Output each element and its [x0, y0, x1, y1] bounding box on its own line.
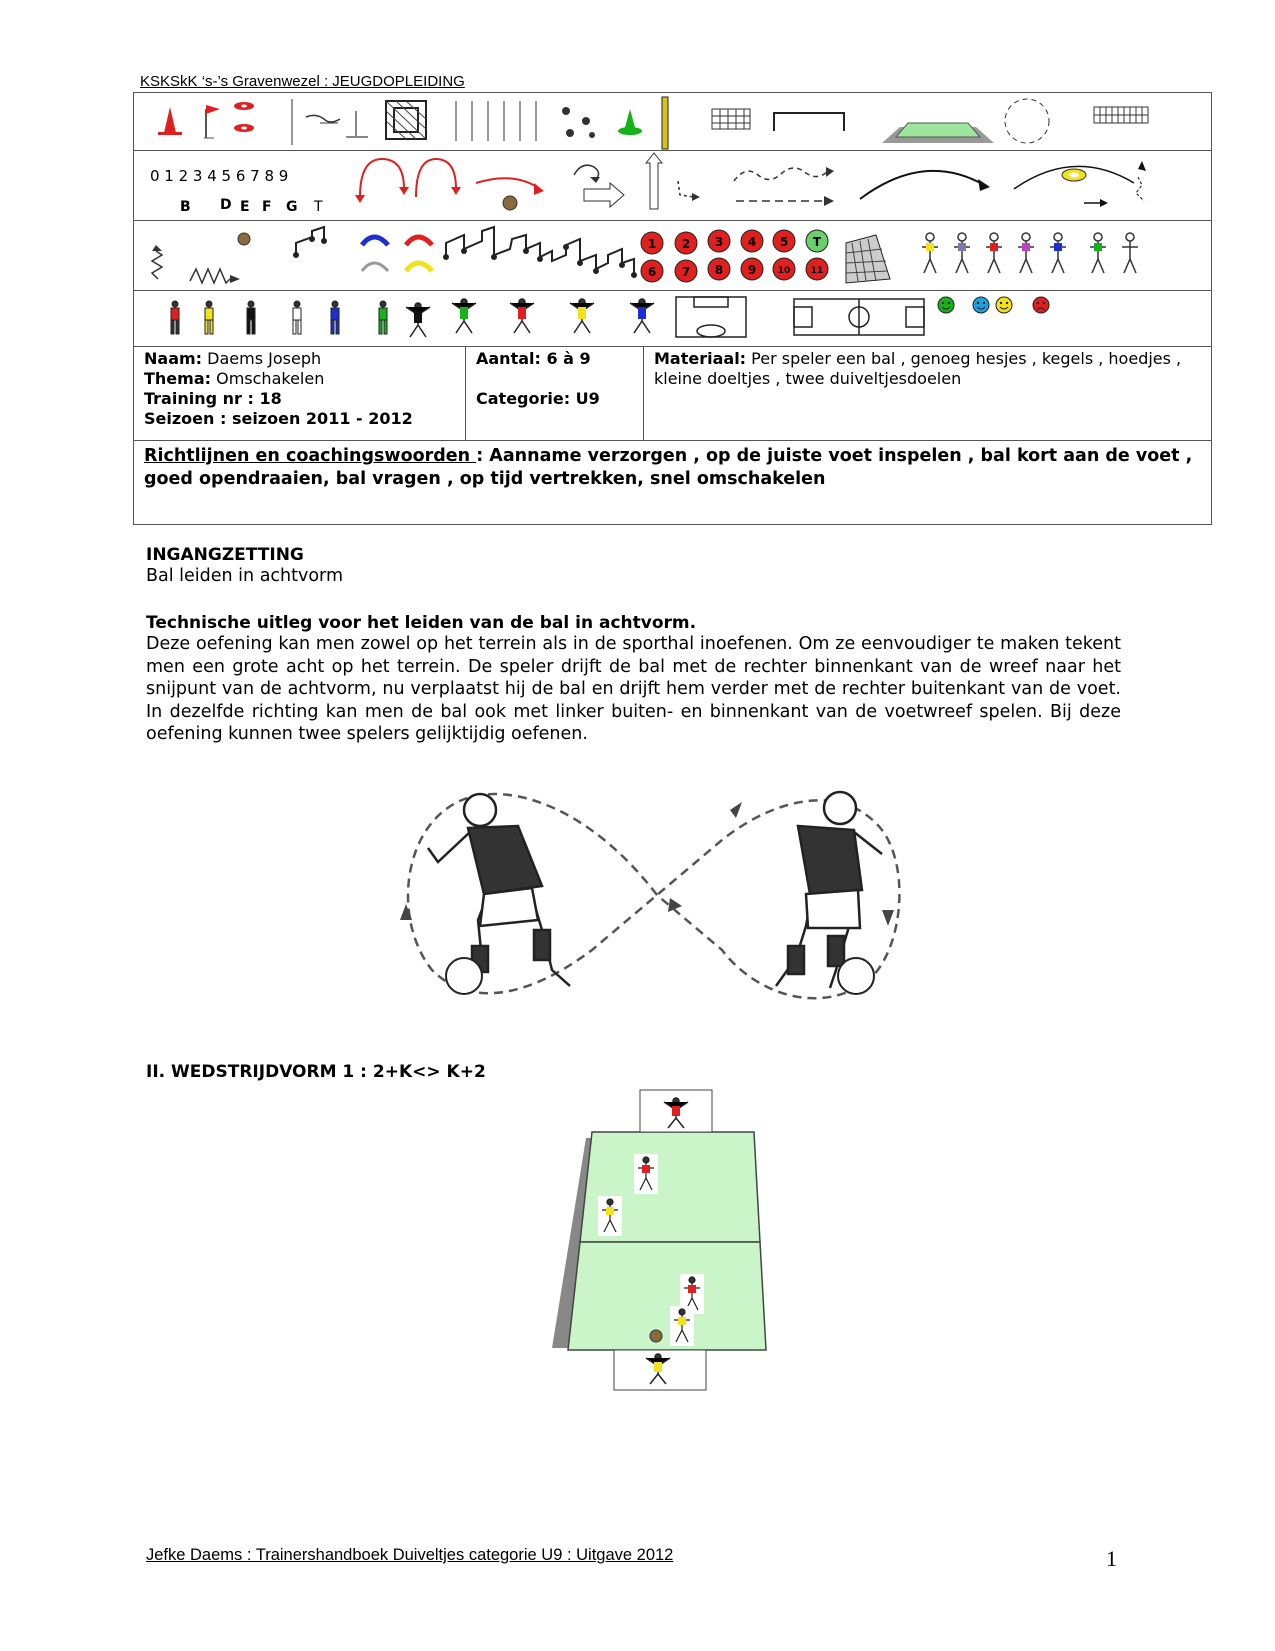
small-goal-icon [712, 109, 750, 129]
player-yellow [670, 1306, 694, 1346]
block-arrow-right-icon [584, 183, 624, 207]
player-left-illustration [428, 794, 570, 988]
player-number: 6 [647, 265, 657, 279]
ball-left [446, 958, 482, 994]
coaching-row [134, 441, 1211, 525]
field-bottom-half [568, 1242, 766, 1350]
player-number: 2 [681, 237, 691, 251]
player-number: 7 [681, 265, 691, 279]
ball-icon [503, 196, 517, 210]
player-field-icons [134, 291, 1211, 346]
long-pass-arc-icon [860, 171, 984, 199]
goal-post-icon [662, 97, 668, 149]
coaching-text: : Aanname verzorgen , op de juiste voet inspelen , bal kort aan de voet , goed opendraaien, bal vragen , op tijd vertrekken, snel omschakelen [144, 446, 1193, 489]
coaching-label: Richtlijnen en coachingswoorden [144, 446, 477, 466]
full-field-icon [794, 299, 924, 335]
ingangzetting-title: INGANGZETTING [146, 545, 304, 565]
legend-row-fields [134, 291, 1211, 347]
page-number: 1 [1106, 1546, 1117, 1571]
turn-arrow-icon [574, 165, 599, 179]
info-cell-materiaal [644, 347, 1211, 440]
player-number: T [812, 235, 822, 249]
half-field-icon [676, 297, 746, 337]
arrow-icons [134, 151, 1211, 220]
cone-icon [164, 107, 176, 133]
thema-label: Thema: [144, 369, 212, 388]
dashed-turn-icon [1136, 177, 1144, 201]
zone-circle-icon [1005, 99, 1049, 143]
info-row [134, 347, 1211, 441]
player-number: 8 [714, 263, 724, 277]
ball-right [838, 958, 874, 994]
figure-eight-illustration [392, 770, 922, 1030]
player-right-illustration [776, 792, 882, 988]
training-sheet [133, 92, 1212, 525]
player-number: 1 [647, 237, 657, 251]
player-number: 10 [777, 266, 791, 276]
corner-flag-icon [204, 105, 220, 138]
hoedjes-icon [234, 102, 254, 132]
legend-letter: F [262, 199, 272, 215]
categorie: Categorie: U9 [476, 389, 600, 408]
balls-icon [562, 107, 595, 138]
materiaal-value: Per speler een bal , genoeg hesjes , kegels , hoedjes , kleine doeltjes , twee duiveltjesdoelen [654, 349, 1182, 388]
colored-players-icons [922, 233, 1138, 273]
goalkeeper-figures [406, 299, 654, 337]
legend-row-equipment [134, 93, 1211, 151]
ingangzetting-subtitle: Bal leiden in achtvorm [146, 566, 343, 586]
equipment-icons [134, 93, 1211, 150]
player-yellow [598, 1196, 622, 1236]
ball-icon [238, 233, 250, 245]
wave-dribble-icon [190, 269, 230, 283]
thema-value: Omschakelen [211, 369, 325, 388]
seizoen: Seizoen : seizoen 2011 - 2012 [144, 409, 413, 428]
zigzag-run-icon [152, 251, 162, 279]
legend-letter: B [180, 199, 191, 215]
big-goal-icon [1094, 107, 1148, 123]
poles-icon [456, 101, 536, 141]
technische-title: Technische uitleg voor het leiden van de bal in achtvorm. [146, 613, 697, 633]
legend-letter: T [314, 199, 323, 215]
legend-letter: E [240, 199, 250, 215]
yellow-hoop-icon [406, 263, 432, 271]
numbered-players [641, 230, 828, 282]
blue-hoop-icon [362, 237, 388, 245]
mat-icon [882, 123, 994, 143]
technische-text: Deze oefening kan men zowel op het terrein als in de sporthal inoefenen. Om ze eenvoudiger te maken tekent men een grote acht op het terrein. De speler drijft de bal met de rechter binnenkant van de wreef naar het snijpunt van de achtvorm, nu verplaatst hij de bal en drijft hem verder met de rechter buitenkant van de voet. In dezelfde richting kan men de bal ook met linker buiten- en binnenkant van de voetwreef spelen. Bij deze oefening kunnen twee spelers gelijktijdig oefenen. [146, 634, 1121, 744]
legend-letter: D [220, 197, 232, 213]
naam-label: Naam: [144, 349, 203, 368]
player-number: 5 [779, 235, 789, 249]
player-number: 3 [714, 235, 724, 249]
block-arrow-up-icon [646, 153, 662, 209]
ingangzetting-section [146, 545, 1126, 588]
wall-long-icon [446, 227, 634, 273]
player-icons [134, 221, 1211, 290]
document-header: KSKSkK ‘s-’s Gravenwezel : JEUGDOPLEIDING [140, 73, 465, 90]
target-square-icon [386, 101, 426, 139]
player-number: 9 [747, 263, 757, 277]
hurdle-icon [346, 111, 368, 137]
technische-section [146, 613, 1121, 746]
player-red [634, 1154, 658, 1194]
wedstrijdvorm-title: II. WEDSTRIJDVORM 1 : 2+K<> K+2 [146, 1062, 486, 1082]
training-number: Training nr : 18 [144, 389, 282, 408]
dashed-run-icon [678, 181, 694, 197]
info-cell-aantal [466, 347, 644, 440]
player-figures [171, 301, 387, 334]
footer-text: Jefke Daems : Trainershandboek Duiveltjes categorie U9 : Uitgave 2012 [146, 1546, 674, 1564]
ball-icon [650, 1330, 662, 1342]
legend-row-players [134, 221, 1211, 291]
green-cone-icon [618, 109, 642, 135]
player-number: 4 [747, 235, 757, 249]
info-cell-person [134, 347, 466, 440]
naam-value: Daems Joseph [202, 349, 322, 368]
rebounder-net-icon [846, 235, 890, 283]
pass-path-icon [306, 115, 340, 122]
dribble-dashed-icon [734, 168, 828, 181]
materiaal-label: Materiaal: [654, 349, 747, 368]
red-hoop-icon [406, 237, 432, 245]
player-number: 11 [810, 266, 824, 276]
game-field-diagram [552, 1088, 792, 1393]
legend-row-arrows [134, 151, 1211, 221]
aantal: Aantal: 6 à 9 [476, 349, 591, 368]
goal-frame-icon [774, 113, 844, 131]
grey-hoop-icon [362, 263, 388, 271]
smiley-icons [938, 297, 1049, 313]
legend-digits: 0 1 2 3 4 5 6 7 8 9 [150, 167, 289, 185]
red-arc-arrows-icon [360, 159, 540, 197]
legend-letter: G [286, 199, 298, 215]
